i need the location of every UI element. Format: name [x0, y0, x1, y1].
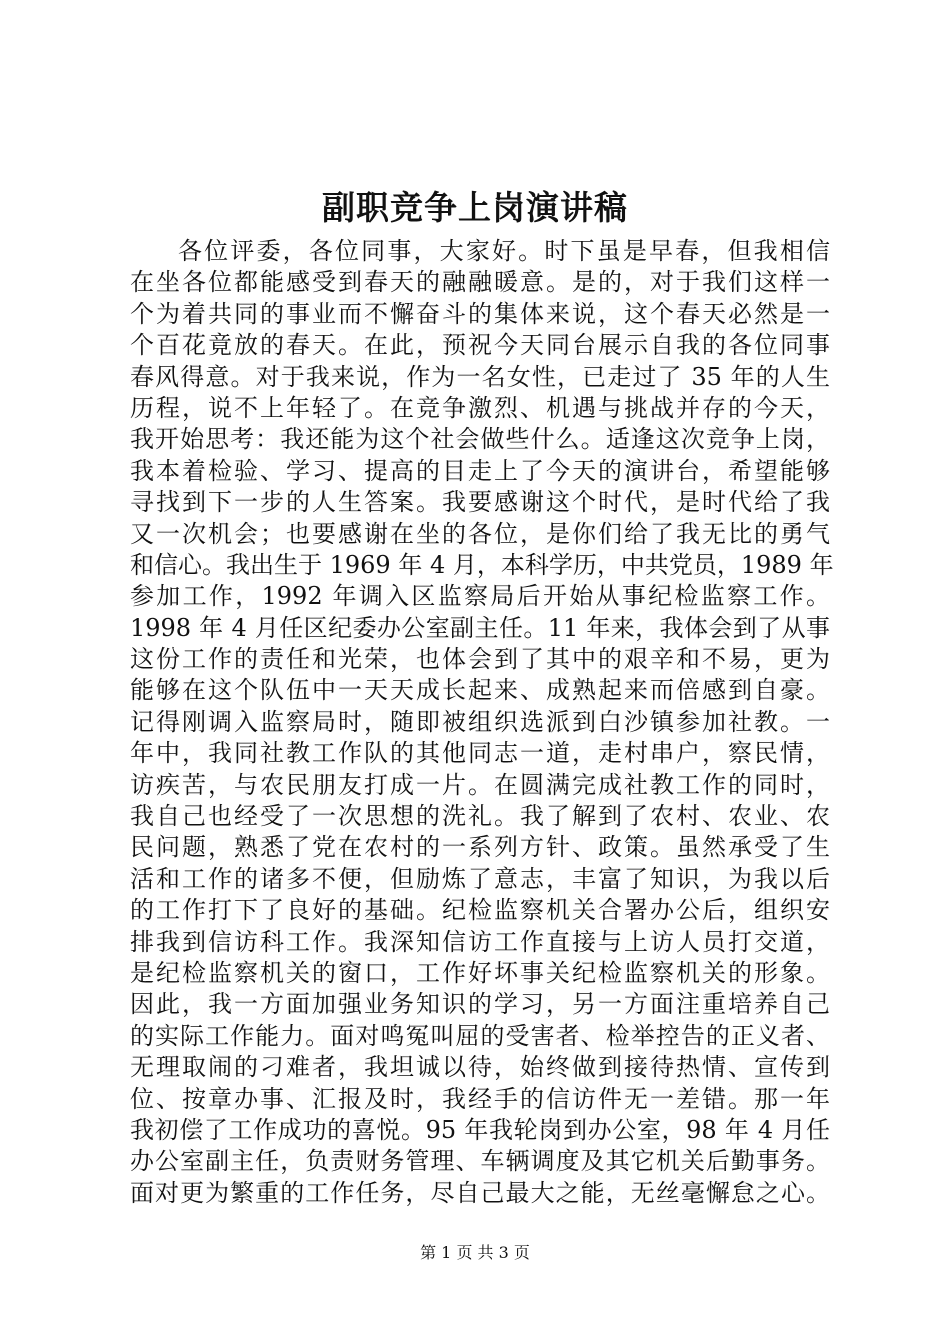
- body-line: 的工作打下了良好的基础。纪检监察机关合署办公后，组织安: [130, 896, 830, 925]
- body-line: 的实际工作能力。面对鸣冤叫屈的受害者、检举控告的正义者、: [130, 1021, 830, 1050]
- body-line: 是纪检监察机关的窗口，工作好坏事关纪检监察机关的形象。: [130, 958, 830, 987]
- body-line: 历程，说不上年轻了。在竞争激烈、机遇与挑战并存的今天，: [130, 393, 830, 422]
- body-line: 在坐各位都能感受到春天的融融暖意。是的，对于我们这样一: [130, 268, 830, 297]
- body-line: 访疾苦，与农民朋友打成一片。在圆满完成社教工作的同时，: [130, 770, 830, 799]
- body-line: 排我到信访科工作。我深知信访工作直接与上访人员打交道，: [130, 927, 830, 956]
- body-line: 活和工作的诸多不便，但励炼了意志，丰富了知识，为我以后: [130, 864, 830, 893]
- body-line: 这份工作的责任和光荣，也体会到了其中的艰辛和不易，更为: [130, 645, 830, 674]
- body-line: 因此，我一方面加强业务知识的学习，另一方面注重培养自己: [130, 990, 830, 1019]
- body-line: 1998 年 4 月任区纪委办公室副主任。11 年来，我体会到了从事: [130, 613, 830, 642]
- body-line: 我开始思考：我还能为这个社会做些什么。适逢这次竞争上岗，: [130, 425, 830, 454]
- document-title: 副职竞争上岗演讲稿: [322, 188, 628, 227]
- body-line: 和信心。我出生于 1969 年 4 月，本科学历，中共党员，1989 年: [130, 550, 834, 579]
- body-line: 我本着检验、学习、提高的目走上了今天的演讲台，希望能够: [130, 456, 830, 485]
- body-line: 我初偿了工作成功的喜悦。95 年我轮岗到办公室，98 年 4 月任: [130, 1115, 830, 1144]
- body-line: 面对更为繁重的工作任务，尽自己最大之能，无丝毫懈怠之心。: [130, 1178, 830, 1207]
- body-line: 位、按章办事、汇报及时，我经手的信访件无一差错。那一年: [130, 1084, 830, 1113]
- document-body: [130, 236, 834, 1209]
- body-line: 寻找到下一步的人生答案。我要感谢这个时代，是时代给了我: [130, 488, 830, 517]
- body-line: 民问题，熟悉了党在农村的一系列方针、政策。虽然承受了生: [130, 833, 830, 862]
- body-line: 无理取闹的刁难者，我坦诚以待，始终做到接待热情、宣传到: [130, 1053, 830, 1082]
- page-number-footer: 第 1 页 共 3 页: [420, 1243, 530, 1262]
- body-line: 春风得意。对于我来说，作为一名女性，已走过了 35 年的人生: [130, 362, 830, 391]
- body-line: 个百花竟放的春天。在此，预祝今天同台展示自我的各位同事: [130, 331, 830, 360]
- body-line: 年中，我同社教工作队的其他同志一道，走村串户，察民情，: [130, 739, 830, 768]
- body-line: 能够在这个队伍中一天天成长起来、成熟起来而倍感到自豪。: [130, 676, 830, 705]
- body-line: 参加工作，1992 年调入区监察局后开始从事纪检监察工作。: [130, 582, 830, 611]
- body-line: 我自己也经受了一次思想的洗礼。我了解到了农村、农业、农: [130, 802, 830, 831]
- body-line: 又一次机会；也要感谢在坐的各位，是你们给了我无比的勇气: [130, 519, 830, 548]
- body-line: 办公室副主任，负责财务管理、车辆调度及其它机关后勤事务。: [130, 1147, 830, 1176]
- body-line: 记得刚调入监察局时，随即被组织选派到白沙镇参加社教。一: [130, 707, 830, 736]
- body-line: 各位评委，各位同事，大家好。时下虽是早春，但我相信: [178, 237, 830, 265]
- body-line: 个为着共同的事业而不懈奋斗的集体来说，这个春天必然是一: [130, 299, 830, 328]
